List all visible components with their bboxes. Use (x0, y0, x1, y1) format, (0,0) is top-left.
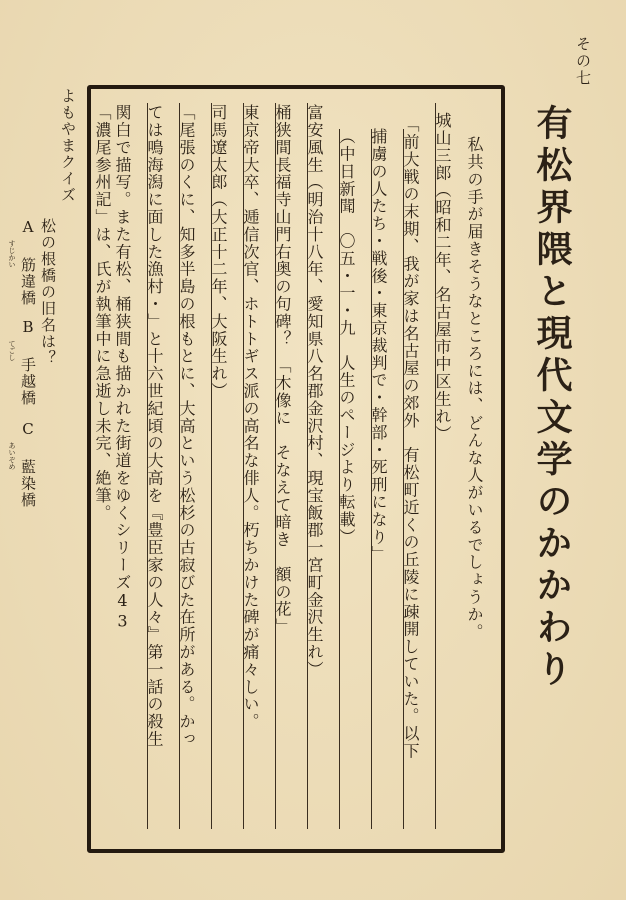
body-column: 「前大戦の末期、我が家は名古屋の郊外 有松町近くの丘陵に疎開していた。以下 (401, 116, 420, 760)
quiz-title: よもやまクイズ (59, 88, 77, 204)
quiz-ruby-c: あいぞめ (8, 442, 16, 470)
quiz-ruby-b: てごし (8, 340, 16, 361)
body-column: 「濃尾参州記」は、氏が執筆中に急逝し未完、絶筆。 (93, 104, 112, 522)
body-column: 私共の手が届きそうなところには、どんな人がいるでしょうか。 (465, 136, 484, 641)
quiz-option-c: C 藍染橋 (19, 420, 37, 509)
body-column: 捕虜の人たち・戦後・東京裁判で・幹部・死刑になり」 (369, 128, 388, 563)
body-column: 関白で描写。また有松、桶狭間も描かれた街道をゆくシリーズ43 (113, 104, 132, 632)
quiz-question: 松の根橋の旧名は？ (39, 218, 57, 367)
body-column: 富安風生（明治十八年、愛知県八名郡金沢村、現宝飯郡一宮町金沢生れ） (305, 104, 324, 679)
quiz-ruby-a: すじかい (8, 240, 16, 268)
body-column: 司馬遼太郎（大正十二年、大阪生れ） (209, 104, 228, 400)
body-column: ては鳴海潟に面した漁村・」と十六世紀頃の大高を『豊臣家の人々』第一話の殺生 (145, 104, 164, 748)
body-column: 「尾張のくに、知多半島の根もとに、大高という松杉の古寂びた在所がある。かっ (177, 104, 196, 748)
body-column: 東京帝大卒、逓信次官、ホトトギス派の高名な俳人。朽ちかけた碑が痛々しい。 (241, 104, 260, 731)
chapter-title: 有松界隈と現代文学のかかわり (531, 104, 573, 692)
quiz-option-b: B 手越橋 (19, 318, 37, 407)
body-column: 城山三郎（昭和二年、名古屋市中区生れ） (433, 112, 452, 443)
quiz-option-a: A 筋違橋 (19, 218, 37, 307)
chapter-label: その七 (574, 36, 592, 87)
body-column: （中日新聞 〇五・一・九 人生のページより転載） (337, 128, 356, 546)
body-column: 桶狭間長福寺山門右奥の句碑？ 「木像に そなえて暗き 額の花」 (273, 104, 292, 636)
